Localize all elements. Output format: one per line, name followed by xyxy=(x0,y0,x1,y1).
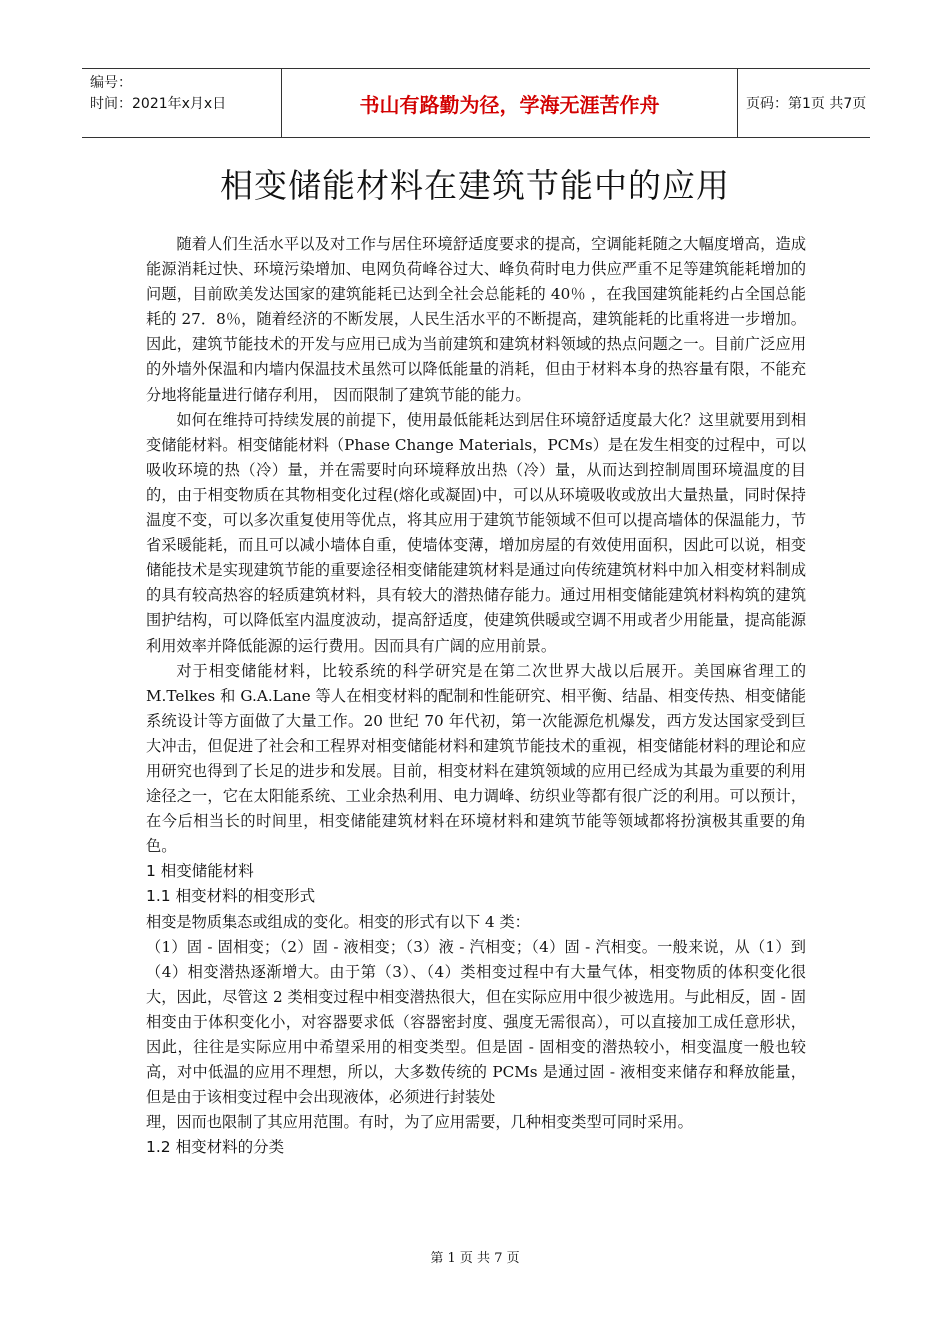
page-footer: 第 1 页 共 7 页 xyxy=(430,1251,520,1266)
paragraph-pcm: 如何在维持可持续发展的前提下，使用最低能耗达到居住环境舒适度最大化？这里就要用到相变储能材料。相变储能材料（Phase Change Materials，PCMs）是在发生相变的过程中，可以吸收环境的热（冷）量，并在需要时向环境释放出热（冷）量，从而达到控制周围环境温度的目的，由于相变物质在其物相变化过程(熔化或凝固)中，可以从环境吸收或放出大量热量，同时保持温度不变，可以多次重复使用等优点，将其应用于建筑节能领域不但可以提高墙体的保温能力，节省采暖能耗，而且可以减小墙体自重，使墙体变薄，增加房屋的有效使用面积，因此可以说，相变储能技术是实现建筑节能的重要途径相变储能建筑材料是通过向传统建筑材料中加入相变材料制成的具有较高热容的轻质建筑材料，具有较大的潜热储存能力。通过用相变储能建筑材料构筑的建筑围护结构，可以降低室内温度波动，提高舒适度，使建筑供暖或空调不用或者少用能量，提高能源利用效率并降低能源的运行费用。因而具有广阔的应用前景。 xyxy=(146,410,806,655)
code-label: 编号： xyxy=(90,75,132,91)
document-body xyxy=(146,232,806,1160)
paragraph-history: 对于相变储能材料，比较系统的科学研究是在第二次世界大战以后展开。美国麻省理工的 M.Telkes 和 G.A.Lane 等人在相变材料的配制和性能研究、相平衡、结晶、相变传热、相变储能系统设计等方面做了大量工作。20 世纪 70 年代初，第一次能源危机爆发，西方发达国家受到巨大冲击，但促进了社会和工程界对相变储能材料和建筑节能技术的重视，相变储能材料的理论和应用研究也得到了长足的进步和发展。目前，相变材料在建筑领域的应用已经成为其最为重要的利用途径之一，它在太阳能系统、工业余热利用、电力调峰、纺织业等都有很广泛的利用。可以预计，在今后相当长的时间里，相变储能建筑材料在环境材料和建筑节能等领域都将扮演极其重要的角色。 xyxy=(146,661,806,856)
page-header xyxy=(82,68,870,138)
document-title: 相变储能材料在建筑节能中的应用 xyxy=(220,166,730,205)
motto: 书山有路勤为径，学海无涯苦作舟 xyxy=(282,69,738,137)
date-label: 时间：2021年x月x日 xyxy=(90,96,227,112)
header-info-cell xyxy=(82,69,282,137)
section-heading-1-1: 1.1 相变材料的相变形式 xyxy=(146,887,316,906)
paragraph-intro: 随着人们生活水平以及对工作与居住环境舒适度要求的提高，空调能耗随之大幅度增高，造成能源消耗过快、环境污染增加、电网负荷峰谷过大、峰负荷时电力供应严重不足等建筑能耗增加的问题，目前欧美发达国家的建筑能耗已达到全社会总能耗的 40％ ，在我国建筑能耗约占全国总能耗的 27．8％，随着经济的不断发展，人民生活水平的不断提高，建筑能耗的比重将进一步增加。因此，建筑节能技术的开发与应用已成为当前建筑和建筑材料领域的热点问题之一。目前广泛应用的外墙外保温和内墙内保温技术虽然可以降低能量的消耗，但由于材料本身的热容量有限，不能充分地将能量进行储存利用， 因而限制了建筑节能的能力。 xyxy=(146,235,806,404)
paragraph-types-continued: 理，因而也限制了其应用范围。有时，为了应用需要，几种相变类型可同时采用。 xyxy=(146,1113,693,1132)
paragraph-types: （1）固 - 固相变；（2）固 - 液相变；（3）液 - 汽相变；（4）固 - 汽相变。一般来说，从（1）到（4）相变潜热逐渐增大。由于第（3）、（4）类相变过程中有大量气体，相变物质的体积变化很大，因此，尽管这 2 类相变过程中相变潜热很大，但在实际应用中很少被选用。与此相反，固 - 固相变由于体积变化小，对容器要求低（容器密封度、强度无需很高），可以直接加工成任意形状，因此，往往是实际应用中希望采用的相变类型。但是固 - 固相变的潜热较小，相变温度一般也较高，对中低温的应用不理想，所以，大多数传统的 PCMs 是通过固 - 液相变来储存和释放能量，但是由于该相变过程中会出现液体，必须进行封装处 xyxy=(146,937,806,1107)
page-info: 页码：第1页 共7页 xyxy=(746,96,867,112)
paragraph-types-intro: 相变是物质集态或组成的变化。相变的形式有以下 4 类： xyxy=(146,912,530,931)
section-heading-1-2: 1.2 相变材料的分类 xyxy=(146,1138,285,1157)
section-heading-1: 1 相变储能材料 xyxy=(146,862,254,881)
